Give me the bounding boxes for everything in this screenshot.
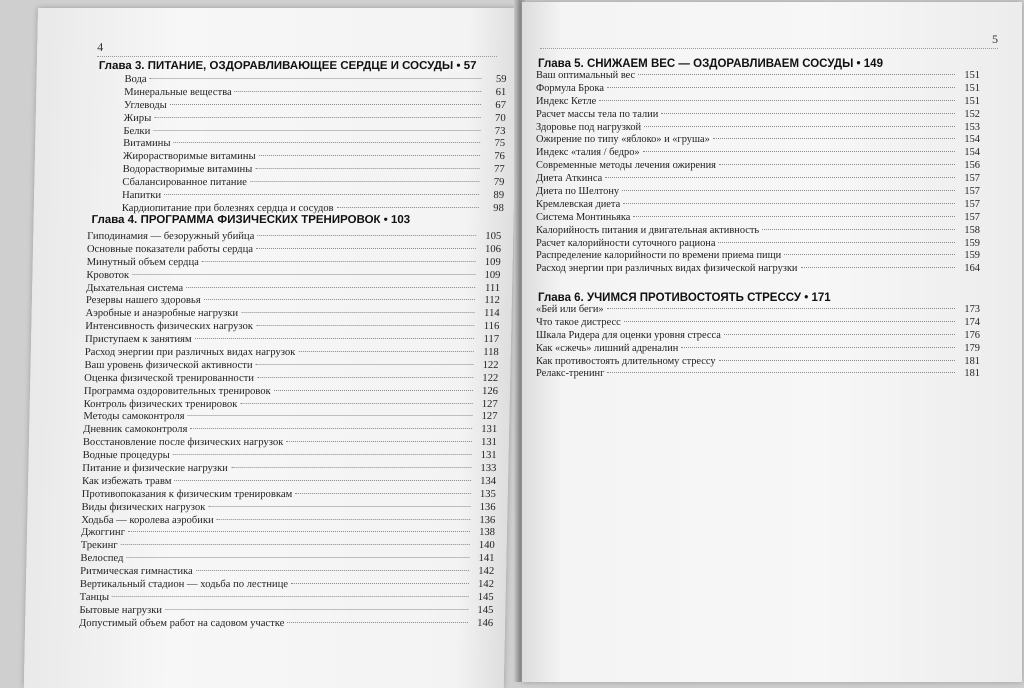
toc-entry	[79, 605, 493, 618]
toc-entry	[536, 330, 980, 343]
toc-entry	[84, 386, 498, 399]
toc-dot-leader	[190, 428, 472, 429]
toc-entry-page: 159	[964, 250, 980, 262]
toc-dot-leader	[235, 91, 482, 92]
toc-dot-leader	[633, 216, 955, 217]
toc-entry	[85, 321, 499, 334]
toc-dot-leader	[121, 544, 470, 545]
toc-entry-title: Приступаем к занятиям	[84, 334, 192, 346]
toc-entry	[536, 238, 980, 251]
toc-entry	[122, 190, 504, 203]
toc-dot-leader	[128, 531, 470, 532]
toc-entry-title: Индекс Кетле	[536, 95, 597, 107]
toc-entry	[536, 83, 980, 96]
toc-entry-title: Кровоток	[86, 269, 130, 281]
toc-entry-title: Кардиопитание при болезнях сердца и сосудов	[121, 202, 334, 214]
toc-entry-page: 127	[481, 411, 498, 423]
toc-dot-leader	[256, 325, 474, 326]
toc-dot-leader	[255, 168, 479, 169]
toc-entry-page: 106	[484, 243, 502, 255]
toc-entry-title: Как избежать травм	[81, 475, 172, 487]
toc-dot-leader	[623, 203, 955, 204]
toc-entry	[82, 476, 496, 489]
toc-entry	[80, 566, 494, 579]
toc-entry	[87, 231, 501, 244]
chapter-4-toc	[79, 231, 501, 631]
toc-entry-page: 157	[964, 173, 980, 185]
toc-dot-leader	[196, 570, 469, 571]
toc-entry	[85, 347, 499, 360]
toc-dot-leader	[784, 254, 955, 255]
toc-entry	[80, 553, 494, 566]
toc-dot-leader	[208, 506, 470, 507]
toc-entry-page: 131	[480, 437, 498, 449]
toc-entry-title: Формула Брока	[536, 82, 605, 94]
toc-entry-page: 117	[483, 334, 500, 346]
toc-entry	[81, 527, 495, 540]
toc-entry-title: Восстановление после физических нагрузок	[82, 437, 284, 449]
toc-dot-leader	[607, 87, 955, 88]
toc-entry-title: Что такое дистресс	[536, 316, 621, 328]
toc-entry-page: 154	[964, 134, 980, 146]
toc-entry-page: 59	[495, 74, 507, 85]
toc-dot-leader	[719, 360, 955, 361]
toc-dot-leader	[164, 194, 479, 195]
toc-entry	[124, 87, 506, 100]
toc-entry	[82, 450, 496, 463]
toc-entry	[84, 399, 498, 412]
toc-entry-page: 138	[478, 527, 496, 539]
chapter-6-toc	[536, 304, 980, 381]
toc-entry	[82, 463, 496, 476]
toc-entry	[536, 343, 980, 356]
toc-dot-leader	[153, 130, 480, 131]
toc-entry-page: 98	[493, 202, 504, 214]
toc-entry-title: Жиры	[123, 112, 152, 124]
left-page-number: 4	[97, 40, 104, 54]
toc-dot-leader	[195, 338, 474, 339]
toc-entry-page: 79	[493, 177, 505, 189]
toc-entry-title: Виды физических нагрузок	[81, 501, 206, 513]
toc-dot-leader	[622, 190, 955, 191]
toc-entry	[80, 579, 494, 592]
toc-dot-leader	[217, 519, 471, 520]
toc-entry-title: Распределение калорийности по времени приема пищи	[536, 250, 782, 262]
toc-entry-page: 67	[495, 99, 507, 111]
toc-entry	[123, 151, 505, 164]
toc-dot-leader	[132, 274, 475, 275]
toc-entry-page: 122	[482, 372, 499, 384]
toc-dot-leader	[605, 177, 955, 178]
toc-entry-title: Бытовые нагрузки	[79, 604, 163, 616]
toc-entry-title: Дыхательная система	[86, 282, 184, 294]
toc-entry-page: 116	[483, 321, 500, 333]
toc-entry-title: Калорийность питания и двигательная активность	[536, 224, 760, 236]
toc-entry-title: Танцы	[79, 591, 110, 603]
left-page-header	[97, 42, 497, 57]
toc-entry-title: Дневник самоконтроля	[83, 424, 188, 436]
toc-dot-leader	[188, 415, 473, 416]
toc-entry-title: Оценка физической тренированности	[84, 372, 255, 384]
toc-dot-leader	[291, 583, 469, 584]
toc-entry-page: 136	[479, 501, 496, 513]
toc-entry-page: 140	[478, 540, 495, 552]
toc-entry-title: Ваш оптимальный вес	[536, 70, 636, 81]
toc-dot-leader	[298, 351, 473, 352]
toc-entry-title: Водные процедуры	[82, 450, 170, 462]
toc-entry-page: 157	[964, 198, 980, 210]
chapter-3-heading: Глава 3. ПИТАНИЕ, ОЗДОРАВЛИВАЮЩЕЕ СЕРДЦЕ И СОСУДЫ • 57	[98, 60, 477, 72]
toc-dot-leader	[170, 104, 481, 105]
toc-entry-page: 173	[964, 304, 980, 315]
toc-entry-title: Гиподинамия — безоружный убийца	[87, 231, 255, 242]
right-page	[522, 2, 1022, 682]
toc-entry-page: 131	[481, 424, 498, 436]
toc-entry	[536, 263, 980, 276]
toc-entry	[122, 177, 504, 190]
toc-entry-page: 176	[964, 329, 980, 341]
toc-entry-title: Жирорастворимые витамины	[122, 151, 256, 163]
toc-entry	[84, 360, 498, 373]
toc-entry	[536, 250, 980, 263]
toc-entry	[536, 356, 980, 369]
toc-entry	[536, 212, 980, 225]
toc-dot-leader	[599, 100, 955, 101]
toc-entry-title: Контроль физических тренировок	[83, 398, 238, 410]
toc-entry-page: 70	[494, 112, 506, 124]
toc-dot-leader	[257, 235, 476, 236]
toc-entry-title: Индекс «талия / бедро»	[536, 147, 640, 159]
toc-dot-leader	[681, 347, 955, 348]
toc-entry	[79, 592, 493, 605]
toc-entry	[81, 540, 495, 553]
toc-dot-leader	[250, 181, 479, 182]
toc-dot-leader	[165, 609, 468, 610]
toc-dot-leader	[295, 493, 471, 494]
toc-entry-title: Диета по Шелтону	[536, 186, 620, 198]
toc-entry	[536, 122, 980, 135]
toc-dot-leader	[719, 164, 955, 165]
toc-dot-leader	[624, 321, 955, 322]
toc-entry-title: Система Монтиньяка	[536, 211, 631, 223]
toc-entry-page: 151	[964, 70, 980, 81]
toc-entry	[123, 126, 505, 139]
toc-entry	[85, 334, 499, 347]
toc-entry-page: 181	[964, 355, 980, 367]
toc-entry-page: 105	[485, 231, 502, 242]
toc-entry-title: Углеводы	[123, 99, 167, 111]
toc-entry-page: 145	[477, 604, 494, 616]
toc-dot-leader	[112, 596, 469, 597]
toc-entry	[123, 138, 505, 151]
toc-entry-page: 159	[964, 237, 980, 249]
toc-entry-title: Противопоказания к физическим тренировкам	[81, 488, 293, 500]
toc-entry-title: Ритмическая гимнастика	[80, 566, 193, 578]
toc-entry	[83, 437, 497, 450]
toc-entry-title: Как «сжечь» лишний адреналин	[536, 342, 679, 354]
toc-entry-page: 157	[964, 186, 980, 198]
toc-entry-page: 141	[478, 553, 495, 565]
toc-entry-title: Сбалансированное питание	[122, 177, 247, 189]
toc-dot-leader	[287, 622, 468, 623]
toc-entry	[536, 96, 980, 109]
toc-dot-leader	[256, 364, 474, 365]
toc-entry-title: Методы самоконтроля	[83, 411, 185, 423]
left-page	[24, 8, 518, 688]
toc-entry	[122, 164, 504, 177]
toc-entry-title: Расчет калорийности суточного рациона	[536, 237, 716, 249]
toc-entry	[536, 109, 980, 122]
toc-entry-title: Белки	[123, 125, 151, 137]
toc-dot-leader	[154, 117, 480, 118]
toc-entry-title: Допустимый объем работ на садовом участке	[78, 617, 285, 629]
toc-dot-leader	[644, 126, 955, 127]
toc-dot-leader	[173, 454, 472, 455]
chapter-5-toc	[536, 70, 980, 276]
toc-entry-page: 118	[483, 347, 499, 359]
toc-entry-title: Кремлевская диета	[536, 198, 621, 210]
toc-dot-leader	[643, 151, 955, 152]
toc-dot-leader	[202, 261, 476, 262]
toc-entry-title: Здоровье под нагрузкой	[536, 121, 642, 133]
toc-entry	[124, 74, 506, 87]
toc-entry	[87, 244, 501, 257]
toc-entry-page: 174	[964, 316, 980, 328]
toc-entry-title: Минеральные вещества	[124, 86, 232, 98]
toc-dot-leader	[286, 441, 472, 442]
toc-entry	[536, 317, 980, 330]
toc-dot-leader	[150, 78, 482, 79]
toc-entry	[86, 295, 500, 308]
toc-entry-title: Вода	[124, 74, 147, 85]
toc-entry-title: Трекинг	[80, 540, 118, 552]
toc-dot-leader	[762, 229, 955, 230]
toc-entry	[536, 134, 980, 147]
toc-entry-page: 61	[495, 86, 507, 98]
toc-entry-title: Вертикальный стадион — ходьба по лестнице	[79, 579, 289, 591]
toc-entry	[536, 160, 980, 173]
toc-dot-leader	[718, 242, 955, 243]
toc-entry-page: 164	[964, 263, 980, 275]
toc-dot-leader	[713, 138, 955, 139]
toc-dot-leader	[257, 377, 473, 378]
toc-entry-title: Водорастворимые витамины	[122, 164, 253, 176]
toc-dot-leader	[241, 312, 474, 313]
toc-entry-page: 142	[477, 579, 495, 591]
toc-entry	[536, 368, 980, 381]
toc-entry-title: Ваш уровень физической активности	[84, 359, 253, 371]
toc-entry-page: 89	[493, 190, 505, 202]
toc-dot-leader	[661, 113, 955, 114]
toc-dot-leader	[607, 372, 955, 373]
toc-entry-title: Как противостоять длительному стрессу	[536, 355, 716, 367]
toc-entry-title: Релакс-тренинг	[536, 368, 605, 380]
toc-entry-title: Джоггинг	[80, 527, 126, 539]
toc-entry-page: 179	[964, 342, 980, 354]
toc-entry-title: Расход энергии при различных видах нагрузок	[84, 347, 296, 359]
toc-entry	[536, 304, 980, 317]
toc-entry-title: Программа оздоровительных тренировок	[83, 385, 271, 397]
toc-entry-title: Аэробные и анаэробные нагрузки	[85, 308, 239, 320]
toc-entry-page: 126	[481, 385, 499, 397]
toc-entry	[536, 199, 980, 212]
toc-dot-leader	[231, 467, 472, 468]
chapter-6-heading: Глава 6. УЧИМСЯ ПРОТИВОСТОЯТЬ СТРЕССУ • 171	[538, 292, 831, 304]
toc-entry-page: 111	[484, 282, 501, 294]
toc-entry	[85, 308, 499, 321]
toc-entry	[79, 618, 493, 631]
toc-entry-page: 145	[477, 591, 494, 603]
toc-dot-leader	[174, 142, 481, 143]
toc-dot-leader	[174, 480, 471, 481]
toc-entry-title: Питание и физические нагрузки	[82, 463, 228, 475]
toc-entry-title: Основные показатели работы сердца	[86, 243, 254, 255]
toc-entry-page: 76	[494, 151, 505, 163]
toc-entry-page: 153	[964, 121, 980, 133]
toc-entry-title: Резервы нашего здоровья	[85, 295, 201, 307]
toc-entry	[124, 100, 506, 113]
toc-entry-title: Ходьба — королева аэробики	[81, 514, 214, 526]
toc-entry-page: 151	[964, 95, 980, 107]
toc-entry-page: 109	[484, 269, 501, 281]
toc-entry	[124, 113, 506, 126]
toc-entry	[536, 147, 980, 160]
toc-entry	[86, 283, 500, 296]
toc-entry-title: Современные методы лечения ожирения	[536, 160, 716, 172]
toc-entry	[83, 411, 497, 424]
toc-entry-title: «Бей или беги»	[536, 304, 604, 315]
toc-dot-leader	[801, 267, 956, 268]
toc-entry	[84, 373, 498, 386]
toc-entry-page: 109	[484, 256, 501, 268]
toc-entry	[87, 257, 501, 270]
toc-entry-page: 158	[964, 224, 980, 236]
toc-entry-page: 156	[964, 160, 980, 172]
toc-dot-leader	[126, 557, 469, 558]
toc-entry-page: 135	[479, 488, 496, 500]
toc-dot-leader	[274, 390, 473, 391]
toc-dot-leader	[186, 287, 475, 288]
right-page-number: 5	[992, 32, 998, 46]
toc-entry-page: 75	[494, 138, 506, 150]
toc-entry-page: 152	[964, 108, 980, 120]
toc-entry	[86, 270, 500, 283]
toc-entry-page: 146	[477, 617, 494, 629]
toc-dot-leader	[638, 74, 955, 75]
toc-entry-page: 181	[964, 368, 980, 380]
toc-entry-title: Витамины	[123, 138, 171, 150]
toc-entry-title: Расчет массы тела по талии	[536, 108, 659, 120]
toc-entry-page: 151	[964, 82, 980, 94]
toc-entry-title: Интенсивность физических нагрузок	[85, 321, 254, 333]
toc-entry	[81, 502, 495, 515]
toc-dot-leader	[724, 334, 955, 335]
toc-dot-leader	[259, 155, 480, 156]
toc-entry-title: Расход энергии при различных видах физической нагрузки	[536, 263, 798, 275]
toc-dot-leader	[337, 207, 479, 208]
toc-entry-page: 131	[480, 450, 497, 462]
toc-entry-page: 142	[478, 566, 495, 578]
toc-entry-title: Шкала Ридера для оценки уровня стресса	[536, 329, 721, 341]
toc-entry-page: 154	[964, 147, 980, 159]
right-page-header	[540, 34, 998, 49]
toc-entry-page: 133	[480, 463, 497, 475]
toc-entry-page: 122	[482, 359, 499, 371]
toc-entry	[81, 515, 495, 528]
toc-entry-page: 114	[483, 308, 500, 320]
toc-entry-page: 77	[493, 164, 505, 176]
toc-entry	[536, 186, 980, 199]
toc-dot-leader	[240, 403, 472, 404]
toc-entry-title: Напитки	[121, 190, 162, 202]
toc-dot-leader	[204, 299, 475, 300]
chapter-4-heading: Глава 4. ПРОГРАММА ФИЗИЧЕСКИХ ТРЕНИРОВОК • 103	[91, 214, 411, 226]
toc-entry-page: 136	[479, 514, 496, 526]
toc-entry-page: 127	[481, 398, 498, 410]
toc-entry-title: Велоспед	[80, 553, 124, 565]
toc-entry-page: 157	[964, 211, 980, 223]
chapter-5-heading: Глава 5. СНИЖАЕМ ВЕС — ОЗДОРАВЛИВАЕМ СОСУДЫ • 149	[538, 58, 883, 70]
toc-entry-page: 134	[480, 475, 497, 487]
toc-entry	[536, 225, 980, 238]
toc-dot-leader	[256, 248, 476, 249]
toc-dot-leader	[607, 308, 955, 309]
toc-entry	[83, 424, 497, 437]
chapter-3-toc	[122, 74, 507, 216]
toc-entry-page: 112	[484, 295, 500, 307]
toc-entry	[82, 489, 496, 502]
toc-entry	[536, 173, 980, 186]
toc-entry-title: Диета Аткинса	[536, 173, 603, 185]
toc-entry	[536, 70, 980, 83]
toc-entry-title: Ожирение по типу «яблоко» и «груша»	[536, 134, 710, 146]
toc-entry-title: Минутный объем сердца	[86, 256, 199, 268]
toc-entry-page: 73	[494, 125, 506, 137]
